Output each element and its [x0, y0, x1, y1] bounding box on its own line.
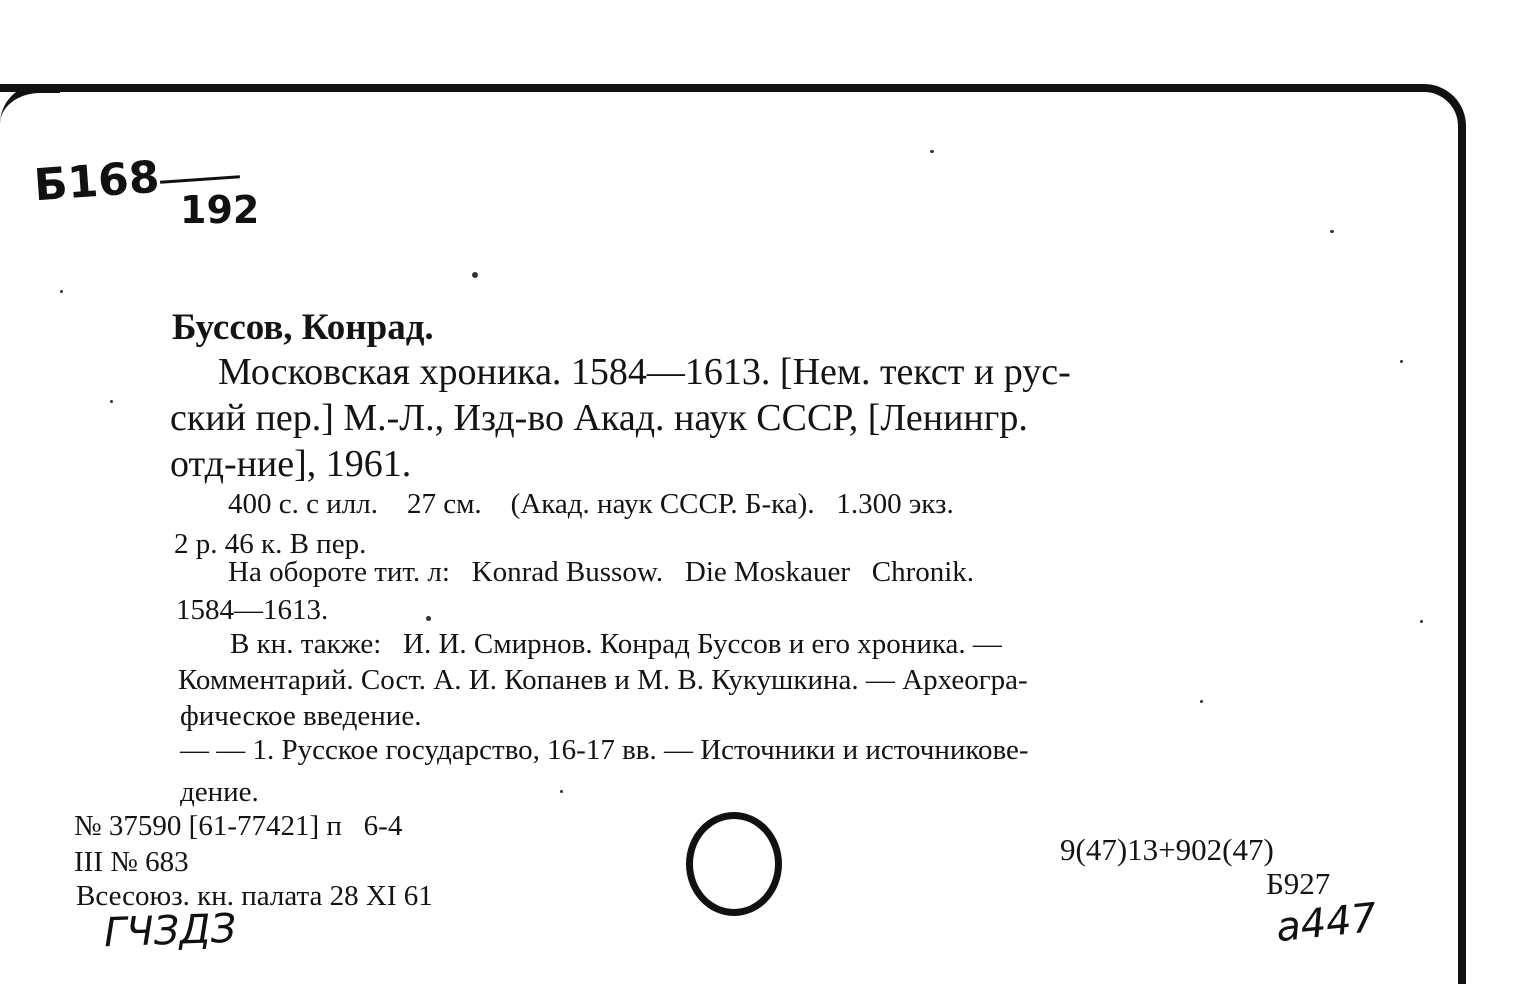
speck — [472, 272, 478, 278]
speck — [1330, 230, 1334, 233]
speck — [560, 790, 563, 793]
collation-line-1: 400 с. с илл. 27 см. (Акад. наук СССР. Б-ка). 1.300 экз. — [228, 488, 954, 520]
footer-record-number: № 37590 [61-77421] п 6-4 — [74, 810, 403, 842]
footer-chamber-date: Всесоюз. кн. палата 28 XI 61 — [76, 880, 433, 912]
speck — [930, 150, 934, 153]
handwritten-bottom-right: а447 — [1273, 894, 1379, 952]
speck — [60, 290, 63, 293]
speck — [110, 400, 113, 403]
speck — [1400, 360, 1403, 363]
handwritten-shelfmark-top: Б168 — [32, 151, 162, 212]
footer-register-number: III № 683 — [74, 846, 189, 878]
title-line-1: Московская хроника. 1584—1613. [Нем. текст и рус- — [218, 351, 1071, 393]
also-line-2: Комментарий. Сост. А. И. Копанев и М. В. Кукушкина. — Археогра- — [178, 664, 1028, 696]
speck — [1200, 700, 1203, 703]
subject-line-2: дение. — [180, 776, 259, 808]
author-mark: Б927 — [1266, 866, 1331, 901]
author-heading: Буссов, Конрад. — [172, 307, 434, 348]
title-line-3: отд-ние], 1961. — [170, 443, 412, 485]
title-line-2: ский пер.] М.-Л., Изд-во Акад. наук СССР, [Ленингр. — [170, 397, 1028, 439]
also-line-1: В кн. также: И. И. Смирнов. Конрад Буссов и его хроника. — — [230, 628, 1002, 660]
punched-hole — [686, 812, 782, 916]
handwritten-shelfmark-bottom: 192 — [180, 188, 260, 232]
collation-line-2: 2 р. 46 к. В пер. — [174, 528, 367, 560]
verso-line-2: 1584—1613. — [176, 594, 329, 626]
speck — [426, 616, 431, 621]
subject-line-1: — — 1. Русское государство, 16-17 вв. — Источники и источникове- — [180, 734, 1029, 766]
handwritten-bottom-note: ГЧЗДЗ — [103, 905, 238, 957]
also-line-3: фическое введение. — [180, 700, 422, 732]
speck — [1420, 620, 1423, 623]
verso-line-1: На обороте тит. л: Konrad Bussow. Die Moskauer Chronik. — [228, 556, 975, 588]
classification-number: 9(47)13+902(47) — [1060, 832, 1274, 867]
